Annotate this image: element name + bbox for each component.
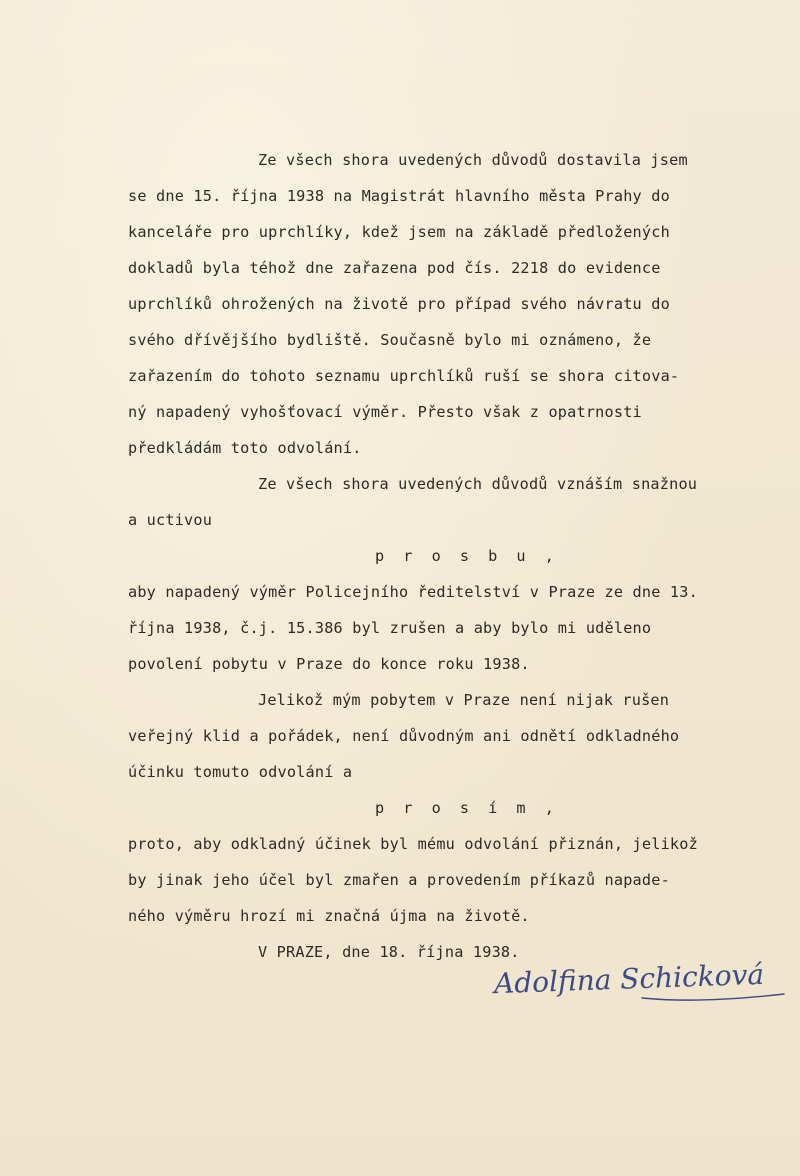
text-line: účinku tomuto odvolání a <box>128 763 353 781</box>
text-line: ný napadený vyhošťovací výměr. Přesto však z opatrnosti <box>128 403 642 421</box>
text-line: Jelikož mým pobytem v Praze není nijak rušen <box>258 691 670 709</box>
text-line: Ze všech shora uvedených důvodů dostavila jsem <box>258 151 688 169</box>
text-line: ného výměru hrozí mi značná újma na životě. <box>128 907 530 925</box>
signature-image <box>492 950 792 1008</box>
text-line: zařazením do tohoto seznamu uprchlíků ruší se shora citova- <box>128 367 680 385</box>
text-line: dokladů byla téhož dne zařazena pod čís. 2218 do evidence <box>128 259 661 277</box>
text-line: povolení pobytu v Praze do konce roku 1938. <box>128 655 530 673</box>
text-line: kanceláře pro uprchlíky, kdež jsem na základě předložených <box>128 223 670 241</box>
text-line: uprchlíků ohrožených na životě pro případ svého návratu do <box>128 295 670 313</box>
text-line: se dne 15. října 1938 na Magistrát hlavního města Prahy do <box>128 187 670 205</box>
signature <box>492 950 792 1008</box>
text-line: předkládám toto odvolání. <box>128 439 362 457</box>
request-heading: p r o s b u , <box>375 547 559 565</box>
text-line: října 1938, č.j. 15.386 byl zrušen a aby bylo mi uděleno <box>128 619 652 637</box>
text-line: Ze všech shora uvedených důvodů vznáším snažnou <box>258 475 698 493</box>
signature-text: Adolfina Schicková <box>493 957 765 1001</box>
text-line: by jinak jeho účel byl zmařen a provedením příkazů napade- <box>128 871 670 889</box>
text-line: a uctivou <box>128 511 213 529</box>
text-line: aby napadený výměr Policejního ředitelství v Praze ze dne 13. <box>128 583 698 601</box>
text-line: svého dřívějšího bydliště. Současně bylo mi oznámeno, že <box>128 331 652 349</box>
text-line: proto, aby odkladný účinek byl mému odvolání přiznán, jelikož <box>128 835 698 853</box>
date-line: V PRAZE, dne 18. října 1938. <box>258 943 520 961</box>
text-line: veřejný klid a pořádek, není důvodným ani odnětí odkladného <box>128 727 680 745</box>
request-heading: p r o s í m , <box>375 799 559 817</box>
